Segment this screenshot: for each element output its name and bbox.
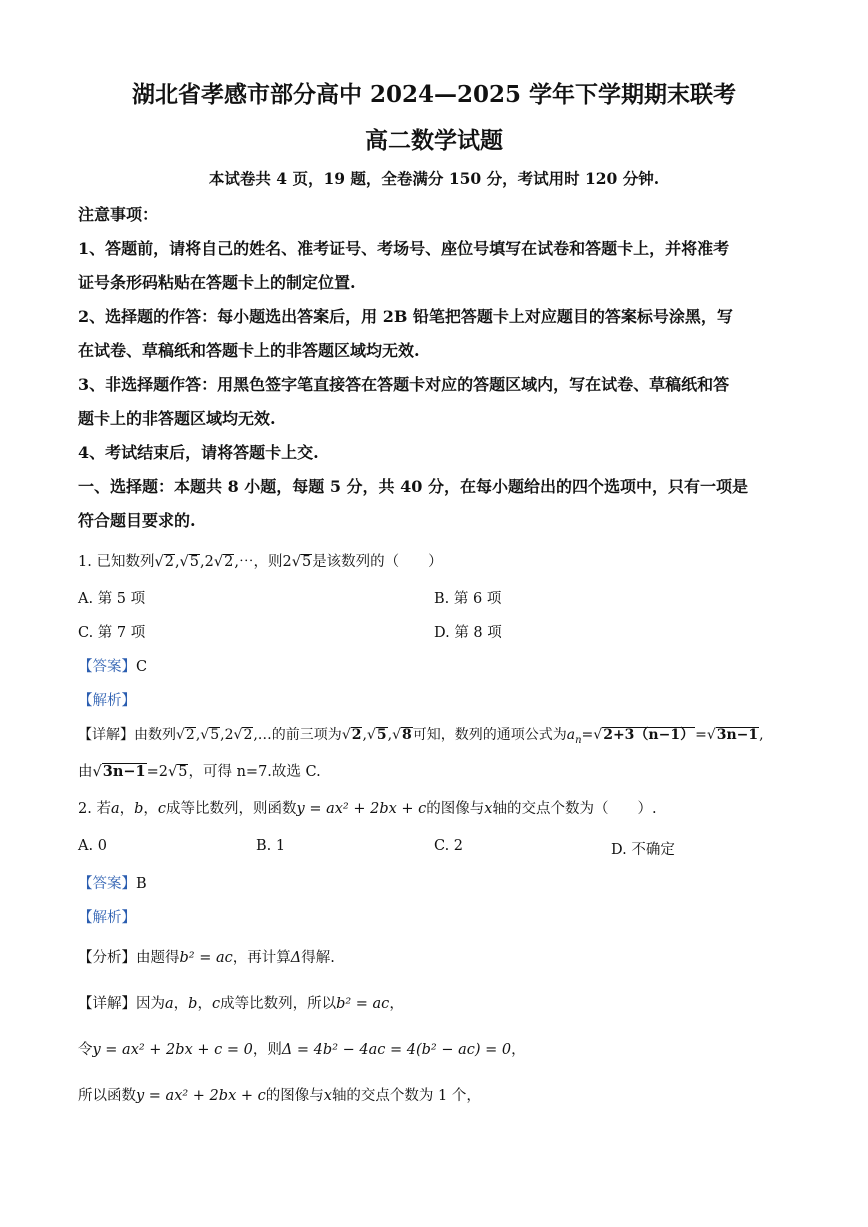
q2-analysis-label: 【解析】: [78, 910, 136, 926]
q1-option-c: C. 第 7 项: [78, 625, 146, 641]
note-2-line-2: 在试卷、草稿纸和答题卡上的非答题区域均无效.: [78, 341, 420, 360]
note-1-line-2: 证号条形码粘贴在答题卡上的制定位置.: [78, 273, 356, 292]
q1-option-d: D. 第 8 项: [434, 625, 502, 641]
exam-subtitle: 高二数学试题: [365, 127, 503, 154]
q2-detail-line-3: 所以函数y = ax² + 2bx + c的图像与x轴的交点个数为 1 个，: [78, 1088, 481, 1104]
q2-option-d: D. 不确定: [611, 842, 675, 858]
q2-detail-line-2: 令y = ax² + 2bx + c = 0，则Δ = 4b² − 4ac = 4(b² − ac) = 0，: [78, 1042, 526, 1058]
exam-title: 湖北省孝感市部分高中 2024—2025 学年下学期期末联考: [131, 81, 737, 108]
q2-option-a: A. 0: [78, 838, 107, 854]
note-1-line-1: 1、答题前，请将自己的姓名、准考证号、考场号、座位号填写在试卷和答题卡上，并将准考: [78, 239, 730, 258]
q1-answer: 【答案】C: [78, 659, 148, 675]
section-1-line-2: 符合题目要求的.: [78, 511, 196, 530]
q2-fenxi: 【分析】由题得b² = ac，再计算Δ得解.: [78, 950, 335, 966]
q2-option-c: C. 2: [434, 838, 464, 854]
note-3-line-1: 3、非选择题作答：用黑色签字笔直接答在答题卡对应的答题区域内，写在试卷、草稿纸和答: [78, 375, 730, 394]
exam-info: 本试卷共 4 页，19 题，全卷满分 150 分，考试用时 120 分钟.: [208, 169, 660, 188]
q1-option-b: B. 第 6 项: [434, 591, 502, 607]
note-2-line-1: 2、选择题的作答：每小题选出答案后，用 2B 铅笔把答题卡上对应题目的答案标号涂黑，写: [78, 307, 733, 326]
note-4: 4、考试结束后，请将答题卡上交.: [78, 443, 319, 462]
q1-detail-line-2: 由√3n−1=2√5，可得 n=7.故选 C.: [78, 763, 321, 780]
q2-option-b: B. 1: [256, 838, 286, 854]
q2-detail-line-1: 【详解】因为a，b，c成等比数列，所以b² = ac，: [78, 996, 404, 1012]
q1-stem: 1. 已知数列√2,√5,2√2,⋯，则2√5是该数列的（ ）: [78, 554, 443, 570]
note-3-line-2: 题卡上的非答题区域均无效.: [78, 409, 276, 428]
notes-heading: 注意事项：: [78, 205, 159, 224]
q1-analysis-label: 【解析】: [78, 693, 136, 709]
q2-stem: 2. 若a，b，c成等比数列，则函数y = ax² + 2bx + c的图像与x轴的交点个数为（ ）.: [78, 801, 657, 817]
q1-option-a: A. 第 5 项: [78, 591, 146, 607]
q2-answer: 【答案】B: [78, 876, 147, 892]
section-1-line-1: 一、选择题：本题共 8 小题，每题 5 分，共 40 分，在每小题给出的四个选项中，只有一项是: [78, 477, 748, 496]
q1-detail-line-1: 【详解】由数列√2,√5,2√2,…的前三项为√2,√5,√8可知，数列的通项公式为$a_n=√2+3(n-1)=√3n-1$,: [78, 727, 764, 746]
